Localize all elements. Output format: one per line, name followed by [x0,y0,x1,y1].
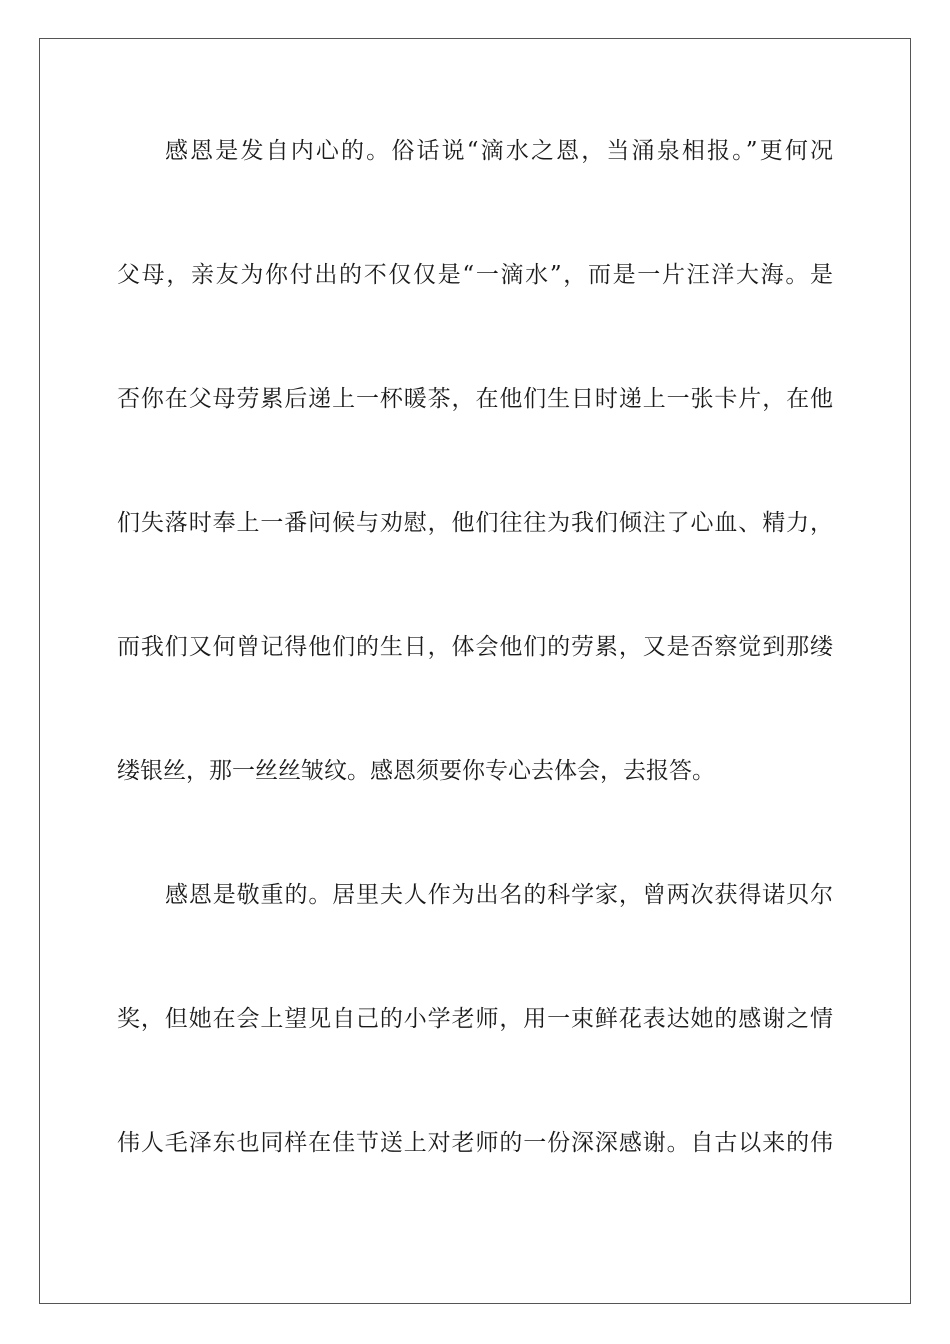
paragraph-1-line-4: 们失落时奉上一番问候与劝慰，他们往往为我们倾注了心血、精力， [117,510,833,536]
page-border [39,38,911,1304]
paragraph-1-line-5: 而我们又何曾记得他们的生日，体会他们的劳累，又是否察觉到那缕 [117,634,833,660]
paragraph-2-line-1: 感恩是敬重的。居里夫人作为出名的科学家，曾两次获得诺贝尔 [165,882,833,908]
paragraph-1-line-6: 缕银丝，那一丝丝皱纹。感恩须要你专心去体会，去报答。 [117,758,715,784]
paragraph-2-line-2: 奖，但她在会上望见自己的小学老师，用一束鲜花表达她的感谢之情 [117,1006,833,1032]
paragraph-2-line-3: 伟人毛泽东也同样在佳节送上对老师的一份深深感谢。自古以来的伟 [117,1130,833,1156]
paragraph-1-line-2: 父母，亲友为你付出的不仅仅是“一滴水”，而是一片汪洋大海。是 [117,262,833,288]
paragraph-1-line-3: 否你在父母劳累后递上一杯暖茶，在他们生日时递上一张卡片，在他 [117,386,833,412]
paragraph-1-line-1: 感恩是发自内心的。俗话说“滴水之恩，当涌泉相报。”更何况 [165,138,833,164]
